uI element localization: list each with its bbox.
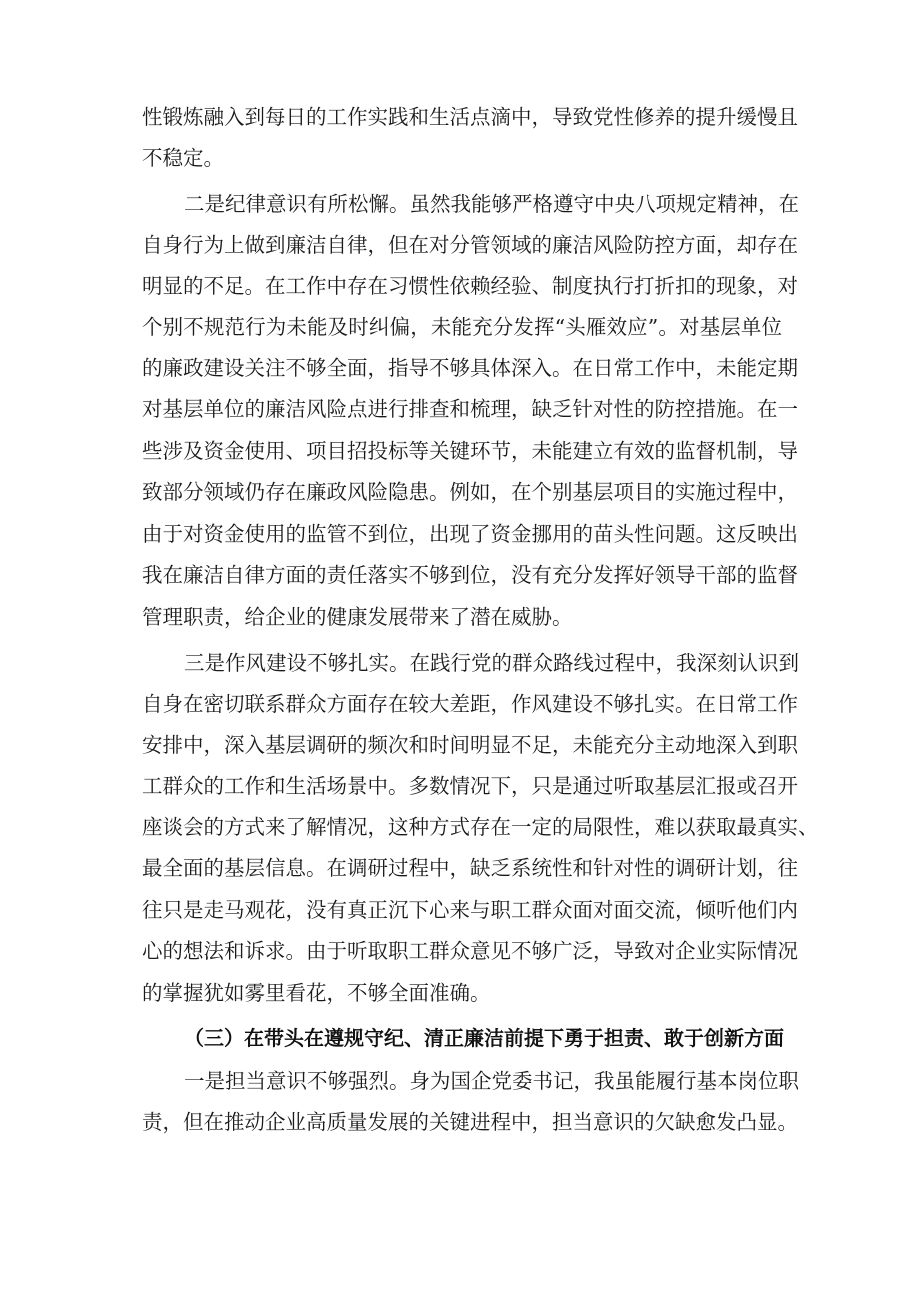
body-text-line: 自身在密切联系群众方面存在较大差距，作风建设不够扎实。在日常工作: [142, 692, 798, 716]
body-text-line: 些涉及资金使用、项目招投标等关键环节，未能建立有效的监督机制，导: [142, 439, 798, 463]
paragraph-first-line: 三是作风建设不够扎实。在践行党的群众路线过程中，我深刻认识到: [184, 651, 799, 675]
section-heading: （三）在带头在遵规守纪、清正廉洁前提下勇于担责、敢于创新方面: [184, 1026, 784, 1050]
paragraph-first-line: 一是担当意识不够强烈。身为国企党委书记，我虽能履行基本岗位职: [184, 1069, 799, 1093]
body-text-line: 往只是走马观花，没有真正沉下心来与职工群众面对面交流，倾听他们内: [142, 898, 798, 922]
body-text-line: 心的想法和诉求。由于听取职工群众意见不够广泛，导致对企业实际情况: [142, 939, 798, 963]
body-text-line: 由于对资金使用的监管不到位，出现了资金挪用的苗头性问题。这反映出: [142, 522, 798, 546]
paragraph-first-line: 二是纪律意识有所松懈。虽然我能够严格遵守中央八项规定精神，在: [184, 192, 799, 216]
body-text-line: 我在廉洁自律方面的责任落实不够到位，没有充分发挥好领导干部的监督: [142, 563, 798, 587]
body-text-line: 最全面的基层信息。在调研过程中，缺乏系统性和针对性的调研计划，往: [142, 856, 798, 880]
body-text-line: 工群众的工作和生活场景中。多数情况下，只是通过听取基层汇报或召开: [142, 774, 798, 798]
body-text-line: 对基层单位的廉洁风险点进行排查和梳理，缺乏针对性的防控措施。在一: [142, 397, 798, 421]
body-text-line: 管理职责，给企业的健康发展带来了潜在威胁。: [142, 605, 573, 629]
body-text-line: 的掌握犹如雾里看花，不够全面准确。: [142, 981, 491, 1005]
body-text-line: 安排中，深入基层调研的频次和时间明显不足，未能充分主动地深入到职: [142, 733, 798, 757]
body-text-line: 座谈会的方式来了解情况，这种方式存在一定的局限性，难以获取最真实、: [142, 815, 819, 839]
body-text-line: 的廉政建设关注不够全面，指导不够具体深入。在日常工作中，未能定期: [142, 356, 798, 380]
body-text-line: 个别不规范行为未能及时纠偏，未能充分发挥“头雁效应”。对基层单位: [142, 315, 782, 339]
body-text-line: 责，但在推动企业高质量发展的关键进程中，担当意识的欠缺愈发凸显。: [142, 1110, 798, 1134]
body-text-line: 自身行为上做到廉洁自律，但在对分管领域的廉洁风险防控方面，却存在: [142, 233, 798, 257]
body-text-line: 不稳定。: [142, 146, 224, 170]
body-text-line: 明显的不足。在工作中存在习惯性依赖经验、制度执行打折扣的现象，对: [142, 274, 798, 298]
body-text-line: 性锻炼融入到每日的工作实践和生活点滴中，导致党性修养的提升缓慢且: [142, 105, 798, 129]
body-text-line: 致部分领域仍存在廉政风险隐患。例如，在个别基层项目的实施过程中，: [142, 480, 798, 504]
